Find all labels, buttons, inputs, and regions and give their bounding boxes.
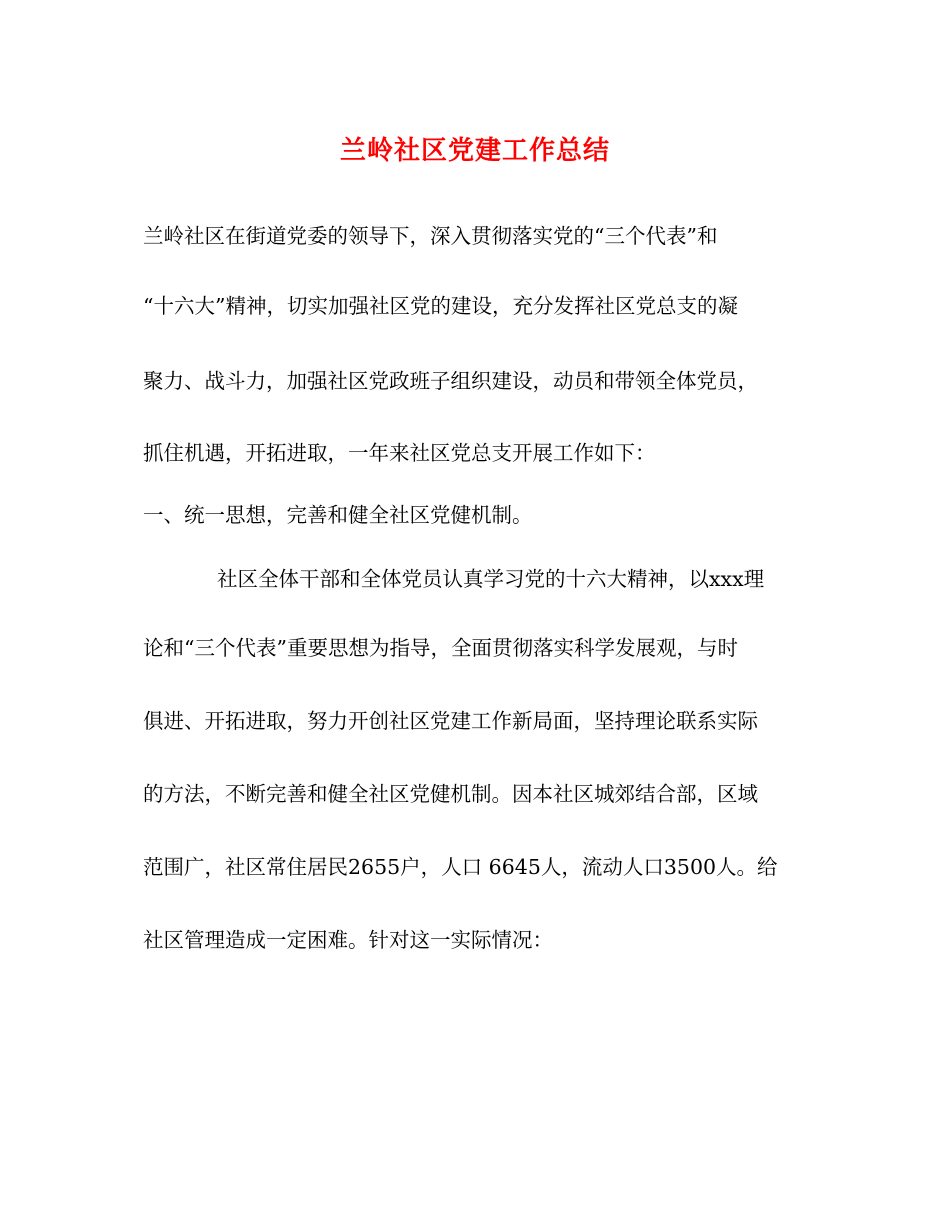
document-title: 兰岭社区党建工作总结	[339, 136, 610, 166]
paragraph-line: 范围广，社区常住居民2655户，人口 6645人，流动人口3500人。给	[143, 855, 778, 879]
paragraph-line: 社区管理造成一定困难。针对这一实际情况：	[143, 928, 553, 952]
paragraph-line: 抓住机遇，开拓进取，一年来社区党总支开展工作如下：	[143, 441, 656, 465]
paragraph-line: 聚力、战斗力，加强社区党政班子组织建设，动员和带领全体党员，	[143, 369, 758, 393]
paragraph-line: 兰岭社区在街道党委的领导下，深入贯彻落实党的“三个代表”和	[143, 224, 718, 248]
paragraph-line: “十六大”精神，切实加强社区党的建设，充分发挥社区党总支的凝	[143, 294, 738, 318]
paragraph-line: 俱进、开拓进取，努力开创社区党建工作新局面，坚持理论联系实际	[143, 709, 758, 733]
paragraph-line: 的方法，不断完善和健全社区党健机制。因本社区城郊结合部，区域	[143, 782, 758, 806]
paragraph-line: 论和“三个代表”重要思想为指导，全面贯彻落实科学发展观，与时	[143, 636, 738, 660]
paragraph-line: 社区全体干部和全体党员认真学习党的十六大精神，以xxx理	[217, 567, 765, 591]
section-heading: 一、统一思想，完善和健全社区党健机制。	[143, 503, 533, 527]
